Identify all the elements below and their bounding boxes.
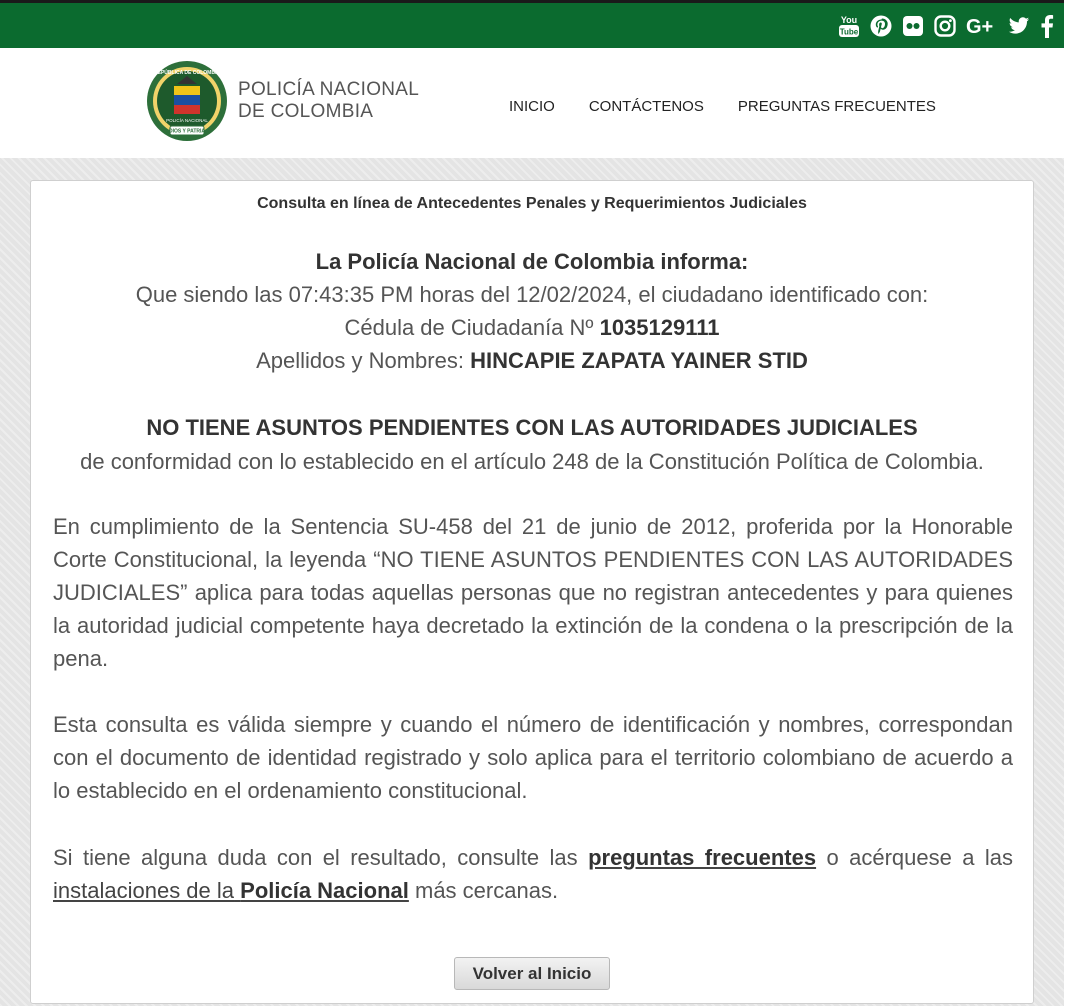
cedula-label: Cédula de Ciudadanía Nº [344,315,594,340]
sentencia-paragraph: En cumplimiento de la Sentencia SU-458 del 21 de junio de 2012, proferida por la Honorable Corte Constitucional, la leyenda “NO TIENE ASUNTOS PENDIENTES CON LAS AUTORIDADES JUDICIALES” aplica para todas aquellas personas que no registran antecedentes y para quienes la autoridad judicial competente haya decretado la extinción de la condena o la prescripción de la pena. [53,514,1013,671]
crest-top-text: REPÚBLICA DE COLOMBIA [154,70,220,76]
site-logo[interactable] [146,60,419,142]
pinterest-icon[interactable] [870,13,892,39]
facebook-icon[interactable] [1040,13,1054,39]
cedula-line [31,311,1033,344]
top-bar [0,0,1064,48]
nav-preguntas-frecuentes[interactable]: PREGUNTAS FRECUENTES [737,98,936,115]
instagram-icon[interactable] [934,13,956,39]
police-facilities-link[interactable] [53,878,409,903]
status-title: NO TIENE ASUNTOS PENDIENTES CON LAS AUTORIDADES JUDICIALES [146,415,918,440]
citizen-info [31,245,1033,377]
nav-contactenos[interactable]: CONTÁCTENOS [588,98,704,115]
crest-bottom-text: POLICÍA NACIONAL [166,118,208,123]
youtube-icon[interactable] [838,13,860,39]
names-value: HINCAPIE ZAPATA YAINER STID [470,348,808,373]
result-card [30,180,1034,1004]
names-line [31,344,1033,377]
police-crest-icon [146,60,228,142]
back-to-home-button[interactable]: Volver al Inicio [454,957,610,990]
doubts-text-c: más cercanas. [415,878,559,903]
faq-link[interactable] [588,845,816,870]
faq-link-label: preguntas frecuentes [588,845,817,870]
names-label: Apellidos y Nombres: [256,348,464,373]
query-time-line: Que siendo las 07:43:35 PM horas del 12/02/2024, el ciudadano identificado con: [135,282,929,307]
crest-motto: DIOS Y PATRIA [168,128,206,135]
facilities-link-label-a: instalaciones de la [53,878,235,903]
youtube-you-label: You [840,15,858,25]
card-title: Consulta en línea de Antecedentes Penales y Requerimientos Judiciales [257,195,807,212]
cedula-number: 1035129111 [599,315,720,340]
google-plus-icon[interactable] [966,13,998,39]
brand-name [238,79,419,123]
doubts-paragraph [53,841,1013,907]
facilities-link-label-b: Policía Nacional [240,878,409,903]
flickr-icon[interactable] [902,13,924,39]
status-block [31,411,1033,479]
twitter-icon[interactable] [1008,13,1030,39]
validity-paragraph: Esta consulta es válida siempre y cuando el número de identificación y nombres, correspondan con el documento de identidad registrado y solo aplica para el territorio colombiano de acuerdo a lo establecido en el ordenamiento constitucional. [53,712,1013,803]
social-links [838,11,1054,41]
main-nav [509,98,936,115]
status-subtitle: de conformidad con lo establecido en el artículo 248 de la Constitución Política de Colombia. [80,449,984,474]
brand-line-1: POLICÍA NACIONAL [238,79,420,100]
informa-heading: La Policía Nacional de Colombia informa: [315,249,749,274]
doubts-text-a: Si tiene alguna duda con el resultado, consulte las [53,845,578,870]
nav-inicio[interactable]: INICIO [509,98,555,115]
youtube-tube-label: Tube [839,27,859,37]
brand-line-2: DE COLOMBIA [238,101,374,122]
google-plus-label: G+ [966,16,994,37]
right-edge-strip [1064,0,1080,1006]
site-header [0,48,1064,158]
doubts-text-b: o acérquese a las [826,845,1013,870]
